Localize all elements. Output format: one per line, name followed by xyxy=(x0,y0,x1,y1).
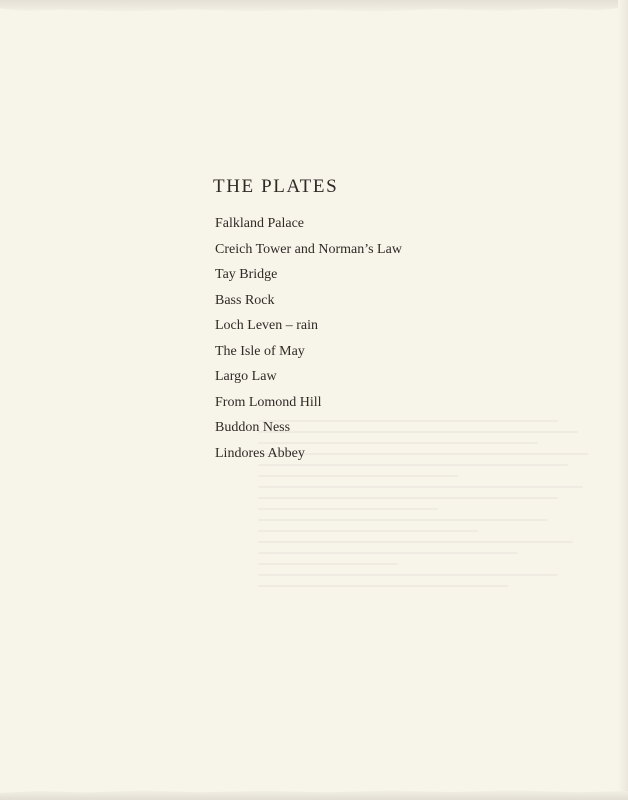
deckled-top-edge xyxy=(0,0,628,12)
plate-item-falkland-palace: Falkland Palace xyxy=(215,216,305,231)
plate-item-lomond-hill: From Lomond Hill xyxy=(215,394,322,410)
page-right-edge xyxy=(618,0,628,800)
plate-item-buddon-ness: Buddon Ness xyxy=(215,420,291,435)
plate-item-lindores-abbey: Lindores Abbey xyxy=(215,445,305,461)
plate-item-creich-tower: Creich Tower and Norman’s Law xyxy=(215,241,402,257)
page-title: THE PLATES xyxy=(213,176,339,197)
plates-list xyxy=(215,217,402,472)
plate-item-largo-law: Largo Law xyxy=(215,369,277,384)
plate-item-loch-leven: Loch Leven – rain xyxy=(215,318,319,333)
plate-item-isle-of-may: The Isle of May xyxy=(215,343,305,359)
plate-item-bass-rock: Bass Rock xyxy=(215,292,275,308)
deckled-bottom-edge xyxy=(0,790,628,800)
plate-item-tay-bridge: Tay Bridge xyxy=(215,267,278,282)
